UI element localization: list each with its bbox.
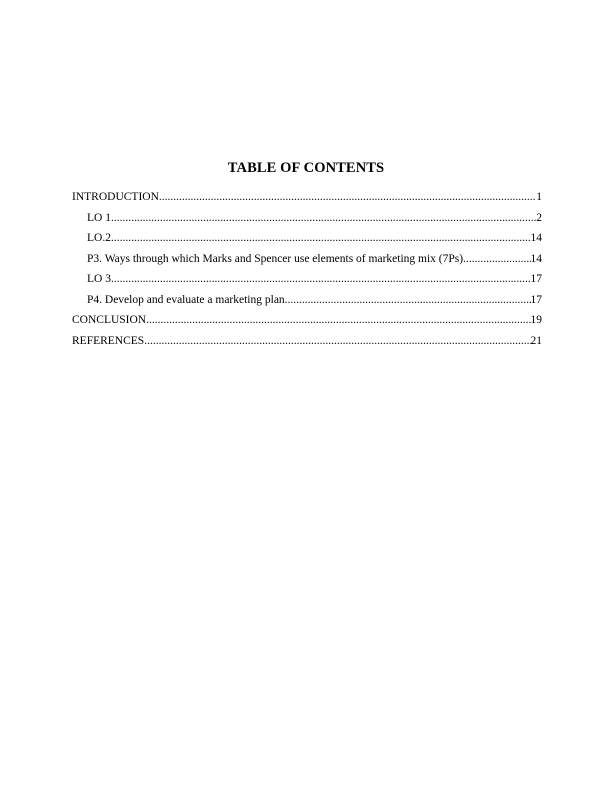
table-of-contents [72,190,542,354]
dot-leader [146,313,530,327]
toc-entry-p4[interactable] [72,293,542,314]
toc-entry-references[interactable] [72,334,542,355]
toc-entry-label: CONCLUSION [72,314,147,326]
dot-leader [111,211,536,225]
toc-entry-conclusion[interactable] [72,313,542,334]
toc-page-number: 2 [536,211,542,224]
toc-entry-lo1[interactable] [72,211,542,232]
dot-leader [463,252,530,266]
toc-entry-label: LO 1 [87,211,111,224]
toc-entry-label: INTRODUCTION [72,191,159,203]
toc-entry-label: P3. Ways through which Marks and Spencer use elements of marketing mix (7Ps) [87,252,464,265]
toc-entry-lo2[interactable] [72,231,542,252]
toc-entry-lo3[interactable] [72,272,542,293]
toc-page-number: 19 [530,314,542,326]
page-title: TABLE OF CONTENTS [227,160,385,176]
toc-entry-p3[interactable] [72,252,542,273]
toc-entry-label: REFERENCES [72,334,145,347]
toc-page-number: 14 [530,232,542,244]
toc-page-number: 17 [530,293,542,306]
dot-leader [144,334,530,348]
toc-page-number: 1 [536,191,542,203]
dot-leader [111,272,531,286]
dot-leader [159,190,536,204]
toc-page-number: 17 [530,273,542,285]
toc-entry-label: LO.2. [87,232,114,244]
dot-leader [114,231,531,245]
toc-page-number: 14 [530,252,542,265]
dot-leader [285,293,531,307]
toc-entry-label: P4. Develop and evaluate a marketing plan [87,293,285,306]
toc-page-number: 21 [530,334,542,347]
toc-entry-introduction[interactable] [72,190,542,211]
toc-entry-label: LO 3 [87,273,111,285]
